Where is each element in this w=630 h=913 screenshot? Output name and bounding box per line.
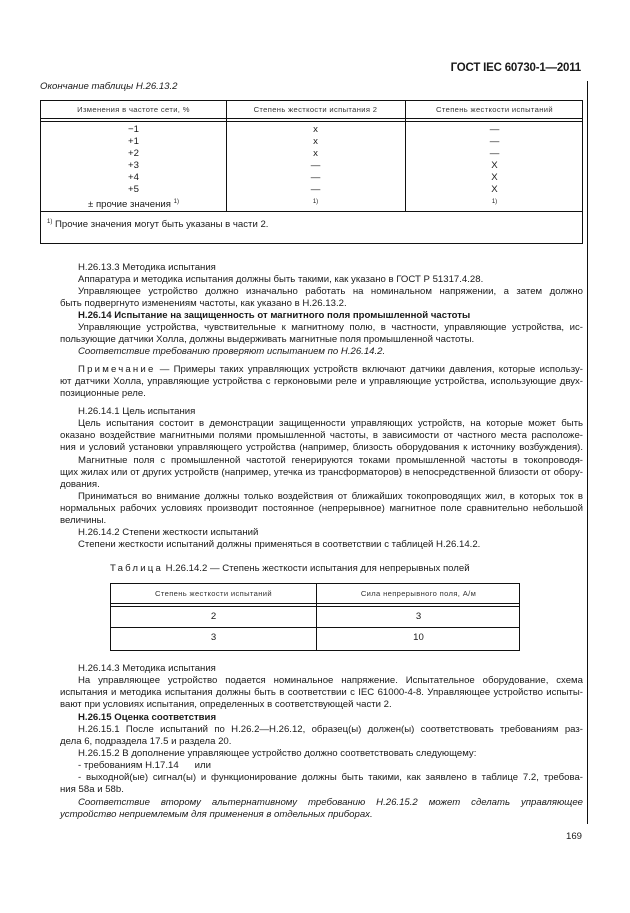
table-cell-other-values xyxy=(41,196,226,208)
paragraph-line: Управляющее устройство должно изначально работать на номинальном напряжении, а затем должно xyxy=(78,286,583,297)
footnote-ref: 1) xyxy=(173,199,179,205)
footnote-ref: 1) xyxy=(491,199,498,205)
paragraph-line: Управляющие устройства, чувствительные к магнитному полю, в частности, управляющие устройства, ис- xyxy=(78,322,583,333)
table-cell: — xyxy=(310,172,321,183)
table-caption-label: Таблица xyxy=(110,563,164,574)
section-heading-h26-14-3: Н.26.14.3 Методика испытания xyxy=(78,663,216,674)
paragraph: Н.26.15.2 В дополнение управляющее устройство должно соответствовать следующему: xyxy=(78,748,477,759)
header-double-rule xyxy=(111,606,519,607)
paragraph-line: щих жилах или от других устройств (например, утечка из трансформаторов) в непосредственной близости от обору- xyxy=(60,467,583,479)
table-cell: +1 xyxy=(128,136,139,147)
table-cell xyxy=(405,196,584,208)
column-header-severity: Степень жесткости испытаний xyxy=(155,589,272,598)
paragraph-line: ния 58a и 58b. xyxy=(60,784,124,796)
paragraph-line: нормальных рабочих условиях производит постоянное (непрерывное) магнитное поле сравнительно небольшой xyxy=(60,503,583,515)
column-header-frequency-change: Изменения в частоте сети, % xyxy=(77,105,190,114)
paragraph-line: дования. xyxy=(60,479,100,491)
table-continuation-caption: Окончание таблицы Н.26.13.2 xyxy=(40,81,178,92)
section-heading-h26-13-3: Н.26.13.3 Методика испытания xyxy=(78,262,216,273)
column-frequency-change xyxy=(41,124,226,208)
paragraph xyxy=(60,675,583,712)
table-cell: — xyxy=(489,148,500,159)
table-h26-13-2 xyxy=(40,100,583,244)
footnote-rule xyxy=(41,211,582,212)
paragraph-line: величины. xyxy=(60,515,107,527)
header-double-rule xyxy=(41,121,582,122)
paragraph-line: испытания и методика испытания должны быть в соответствии с IEC 61000-4-8. Управляющее устройство испыты- xyxy=(60,687,583,699)
paragraph xyxy=(60,418,583,455)
section-heading-h26-14-2: Н.26.14.2 Степени жесткости испытаний xyxy=(78,527,259,538)
paragraph-line: ют датчики Холла, управляющие устройства с герконовыми реле и управляющие устройства, использующие двух- xyxy=(60,376,583,388)
paragraph-line: Н.26.15.1 После испытаний по Н.26.2—Н.26.12, образец(ы) должен(ы) соответствовать требованиям раз- xyxy=(78,724,583,735)
paragraph-line: - выходной(ые) сигнал(ы) и функционирование должны быть такими, как заявлено в таблице 7.2, требова- xyxy=(78,772,583,783)
paragraph-line: вают при условиях испытания, определенных в соответствующей части 2. xyxy=(60,699,392,711)
table-cell: 3 xyxy=(415,611,422,622)
paragraph xyxy=(60,724,583,748)
paragraph-line: Соответствие второму альтернативному требованию Н.26.15.2 может сделать управляющее xyxy=(78,797,583,808)
note-label: Примечание xyxy=(78,364,156,375)
table-cell: x xyxy=(313,148,318,159)
paragraph-line: быть подвергнуто изменениям частоты, как указано в Н.26.13.2. xyxy=(60,298,347,310)
table-cell: — xyxy=(489,136,500,147)
column-header-severity-2: Степень жесткости испытания 2 xyxy=(253,105,378,114)
table-cell: — xyxy=(310,160,321,171)
paragraph-line: Магнитные поля с промышленной частотой генерируются токами промышленной частоты в токопроводя- xyxy=(78,455,583,466)
table-caption xyxy=(110,563,470,574)
table-cell: X xyxy=(491,184,498,195)
table-cell xyxy=(226,196,405,208)
list-item xyxy=(60,772,583,796)
table-cell: 3 xyxy=(210,632,217,643)
compliance-statement xyxy=(60,797,583,821)
column-header-severity: Степень жесткости испытаний xyxy=(436,105,553,114)
table-footnote xyxy=(47,219,268,230)
paragraph xyxy=(60,455,583,492)
list-item: - требованиям Н.17.14 или xyxy=(78,760,211,771)
revision-margin-line xyxy=(587,81,588,824)
section-heading-h26-14: Н.26.14 Испытание на защищенность от магнитного поля промышленной частоты xyxy=(78,310,471,321)
table-cell: — xyxy=(310,184,321,195)
other-values-label: прочие значения xyxy=(95,199,171,210)
table-cell: 10 xyxy=(413,632,424,643)
column-severity-2 xyxy=(226,124,405,208)
footnote-text: Прочие значения могут быть указаны в части 2. xyxy=(52,219,269,230)
paragraph-line: ния и условий установки управляющего устройства (например, близость оборудования к источнику возбуждения). xyxy=(60,442,583,454)
footnote-mark: 1) xyxy=(47,219,53,225)
section-heading-h26-15: Н.26.15 Оценка соответствия xyxy=(78,712,217,723)
plus-minus: ± xyxy=(88,199,96,210)
column-header-field-strength: Сила непрерывного поля, А/м xyxy=(360,589,477,598)
footnote-ref: 1) xyxy=(312,199,319,205)
table-cell: x xyxy=(313,124,318,135)
page-number: 169 xyxy=(565,831,582,842)
table-cell: X xyxy=(491,160,498,171)
paragraph xyxy=(60,491,583,528)
section-heading-h26-14-1: Н.26.14.1 Цель испытания xyxy=(78,406,196,417)
table-h26-14-2 xyxy=(110,583,520,651)
table-cell: +2 xyxy=(128,148,139,159)
paragraph-line xyxy=(60,364,583,376)
paragraph-line: оказано воздействие магнитными полями промышленной частоты, в зависимости от частного места расположе- xyxy=(60,430,583,442)
table-cell: +5 xyxy=(128,184,139,195)
note xyxy=(60,364,583,401)
paragraph-line: На управляющее устройство подается номинальное напряжение. Испытательное оборудование, схема xyxy=(78,675,583,686)
paragraph-line: Цель испытания состоит в демонстрации защищенности управляющих устройств, на которые может быть xyxy=(78,418,583,429)
table-cell: −1 xyxy=(128,124,139,135)
paragraph-line: Приниматься во внимание должны только воздействия от ближайших токопроводящих жил, в которых ток в xyxy=(78,491,583,502)
paragraph xyxy=(60,286,583,310)
paragraph-line: дела 6, подраздела 17.5 и раздела 20. xyxy=(60,736,232,748)
table-cell: 2 xyxy=(210,611,217,622)
paragraph-line: пользующие датчики Холла, должны выдерживать магнитные поля промышленной частоты. xyxy=(60,334,475,346)
table-cell: — xyxy=(489,124,500,135)
table-cell: x xyxy=(313,136,318,147)
compliance-statement: Соответствие требованию проверяют испытанием по Н.26.14.2. xyxy=(78,346,386,357)
row-separator xyxy=(111,627,519,628)
paragraph-line: устройство неприемлемым для применения в отдельных приборах. xyxy=(60,809,373,821)
paragraph-line: позиционные реле. xyxy=(60,388,146,400)
table-cell: X xyxy=(491,172,498,183)
paragraph: Аппаратура и методика испытания должны быть такими, как указано в ГОСТ Р 51317.4.28. xyxy=(78,274,484,285)
note-text: — Примеры таких управляющих устройств включают датчики давления, которые использу- xyxy=(155,364,583,375)
paragraph: Степени жесткости испытаний должны применяться в соответствии с таблицей Н.26.14.2. xyxy=(78,539,481,550)
table-caption-text: Н.26.14.2 — Степень жесткости испытания для непрерывных полей xyxy=(163,563,470,574)
table-cell: +3 xyxy=(128,160,139,171)
column-severity xyxy=(405,124,584,208)
table-cell: +4 xyxy=(128,172,139,183)
document-standard-code: ГОСТ IEC 60730-1—2011 xyxy=(450,62,581,74)
paragraph xyxy=(60,322,583,346)
